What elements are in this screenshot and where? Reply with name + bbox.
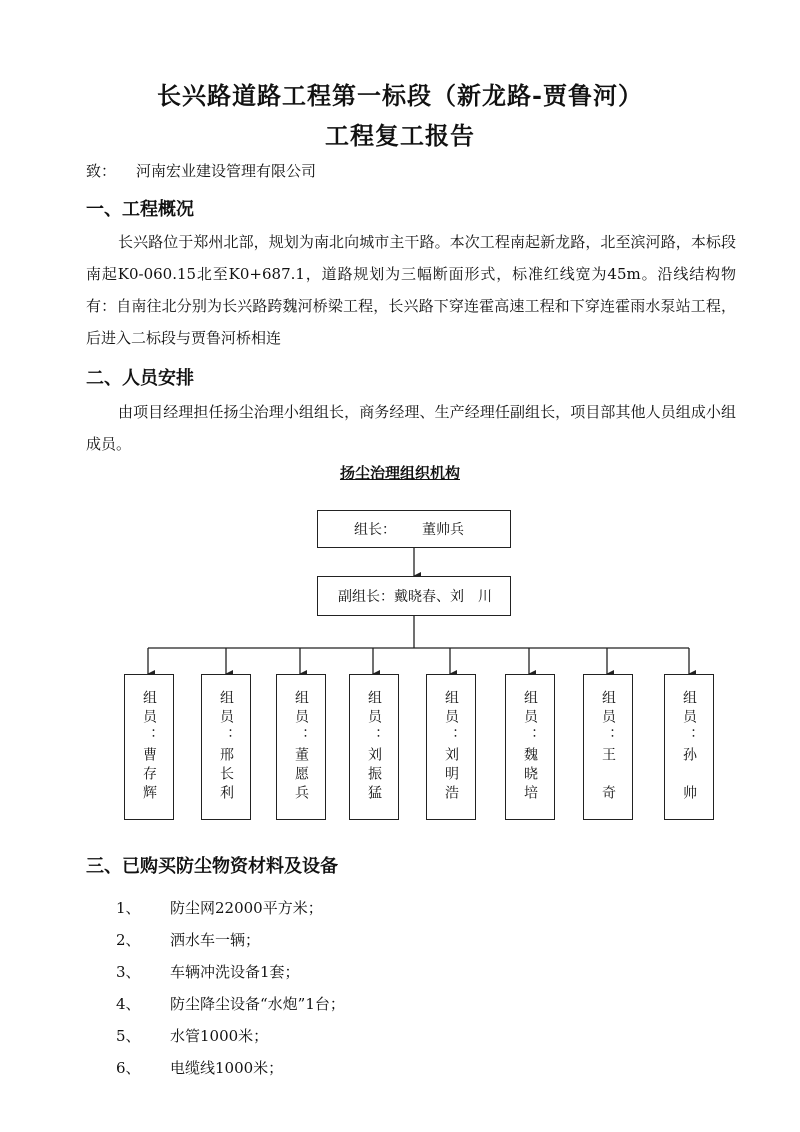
list-item-number: 1、 bbox=[116, 899, 141, 917]
list-item bbox=[116, 1052, 345, 1084]
section-heading-staffing: 二、人员安排 bbox=[86, 368, 194, 389]
list-item bbox=[116, 988, 345, 1020]
section-heading-materials: 三、已购买防尘物资材料及设备 bbox=[86, 856, 338, 877]
list-item-number: 3、 bbox=[116, 963, 141, 981]
section-paragraph-staffing: 由项目经理担任扬尘治理小组组长，商务经理、生产经理任副组长，项目部其他人员组成小组成员。 bbox=[86, 403, 736, 453]
list-item-text: 水管1000米； bbox=[170, 1027, 269, 1045]
list-item bbox=[116, 892, 345, 924]
list-item bbox=[116, 1020, 345, 1052]
org-member-box: 组员：魏晓培 bbox=[505, 674, 555, 820]
list-item-text: 防尘网22000平方米； bbox=[170, 899, 323, 917]
materials-list bbox=[116, 892, 345, 1084]
org-leader-label: 组长： bbox=[354, 522, 396, 538]
org-member-box: 组员：王 奇 bbox=[583, 674, 633, 820]
list-item-text: 车辆冲洗设备1套； bbox=[170, 963, 300, 981]
section-heading-overview: 一、工程概况 bbox=[86, 199, 194, 220]
org-leader-name: 董帅兵 bbox=[422, 522, 464, 538]
list-item-text: 防尘降尘设备“水炮”1台； bbox=[170, 995, 345, 1013]
list-item-text: 洒水车一辆； bbox=[170, 931, 261, 949]
org-member-box: 组员：刘明浩 bbox=[426, 674, 476, 820]
list-item-text: 电缆线1000米； bbox=[170, 1059, 284, 1077]
section-paragraph-overview: 长兴路位于郑州北部，规划为南北向城市主干路。本次工程南起新龙路，北至滨河路，本标段南起K0-060.15北至K0+687.1，道路规划为三幅断面形式，标准红线宽为45m。沿线结构物有：自南往北分别为长兴路跨魏河桥梁工程，长兴路下穿连霍高速工程和下穿连霍雨水泵站工程，后进入二标段与贾鲁河桥相连 bbox=[86, 233, 736, 347]
list-item bbox=[116, 956, 345, 988]
org-member-box: 组员：刘振猛 bbox=[349, 674, 399, 820]
org-chart-title: 扬尘治理组织机构 bbox=[339, 464, 460, 482]
org-deputy-box: 副组长：戴晓春、刘 川 bbox=[317, 576, 511, 616]
addressee-label: 致： bbox=[86, 162, 117, 180]
addressee-org: 河南宏业建设管理有限公司 bbox=[136, 162, 317, 180]
list-item-number: 2、 bbox=[116, 931, 141, 949]
org-member-box: 组员：孙 帅 bbox=[664, 674, 714, 820]
list-item bbox=[116, 924, 345, 956]
list-item-number: 6、 bbox=[116, 1059, 141, 1077]
org-member-box: 组员：邢长利 bbox=[201, 674, 251, 820]
document-title: 长兴路道路工程第一标段（新龙路-贾鲁河） bbox=[157, 81, 643, 110]
document-subtitle: 工程复工报告 bbox=[325, 121, 475, 150]
list-item-number: 5、 bbox=[116, 1027, 141, 1045]
org-member-box: 组员：董愿兵 bbox=[276, 674, 326, 820]
list-item-number: 4、 bbox=[116, 995, 141, 1013]
org-leader-box bbox=[317, 510, 511, 548]
org-member-box: 组员：曹存辉 bbox=[124, 674, 174, 820]
